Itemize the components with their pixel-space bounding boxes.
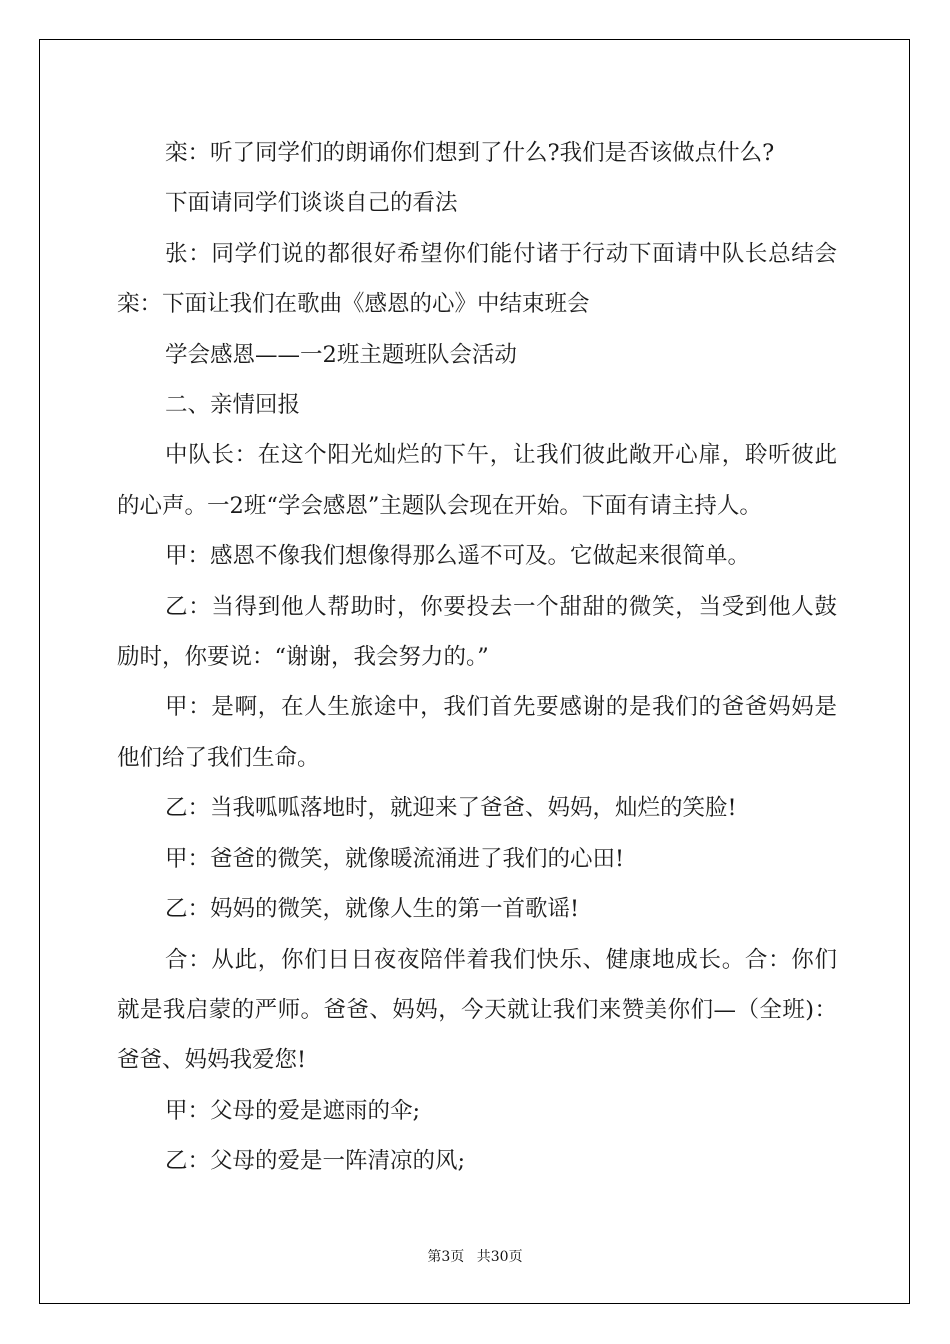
- paragraph: 栾：听了同学们的朗诵你们想到了什么?我们是否该做点什么?: [165, 140, 775, 166]
- page-number: 第3页: [427, 1249, 465, 1265]
- paragraph: 张：同学们说的都很好希望你们能付诸于行动下面请中队长总结会栾：下面让我们在歌曲《感恩的心》中结束班会: [117, 240, 837, 318]
- paragraph: 甲：父母的爱是遮雨的伞;: [165, 1097, 421, 1124]
- paragraph: 学会感恩——一2班主题班队会活动: [165, 341, 517, 368]
- page-total: 共30页: [476, 1249, 523, 1265]
- paragraph: 中队长：在这个阳光灿烂的下午，让我们彼此敞开心扉，聆听彼此的心声。一2班“学会感恩”主题队会现在开始。下面有请主持人。: [117, 442, 837, 519]
- paragraph: 甲：是啊，在人生旅途中，我们首先要感谢的是我们的爸爸妈妈是他们给了我们生命。: [117, 694, 837, 771]
- paragraph: 乙：当我呱呱落地时，就迎来了爸爸、妈妈，灿烂的笑脸!: [165, 795, 737, 822]
- document-body: [117, 128, 837, 1187]
- page-footer: [0, 1246, 950, 1266]
- paragraph: 二、亲情回报: [165, 392, 301, 419]
- paragraph: 甲：感恩不像我们想像得那么遥不可及。它做起来很简单。: [165, 543, 751, 570]
- paragraph: 下面请同学们谈谈自己的看法: [165, 190, 458, 217]
- paragraph: 甲：爸爸的微笑，就像暖流涌进了我们的心田!: [165, 845, 625, 872]
- paragraph: 合：从此，你们日日夜夜陪伴着我们快乐、健康地成长。合：你们就是我启蒙的严师。爸爸、妈妈，今天就让我们来赞美你们—（全班)：爸爸、妈妈我爱您!: [117, 946, 837, 1074]
- paragraph: 乙：父母的爱是一阵清凉的风;: [165, 1148, 466, 1175]
- paragraph: 乙：妈妈的微笑，就像人生的第一首歌谣!: [165, 896, 580, 923]
- paragraph: 乙：当得到他人帮助时，你要投去一个甜甜的微笑，当受到他人鼓励时，你要说：“谢谢，我会努力的。”: [117, 593, 837, 671]
